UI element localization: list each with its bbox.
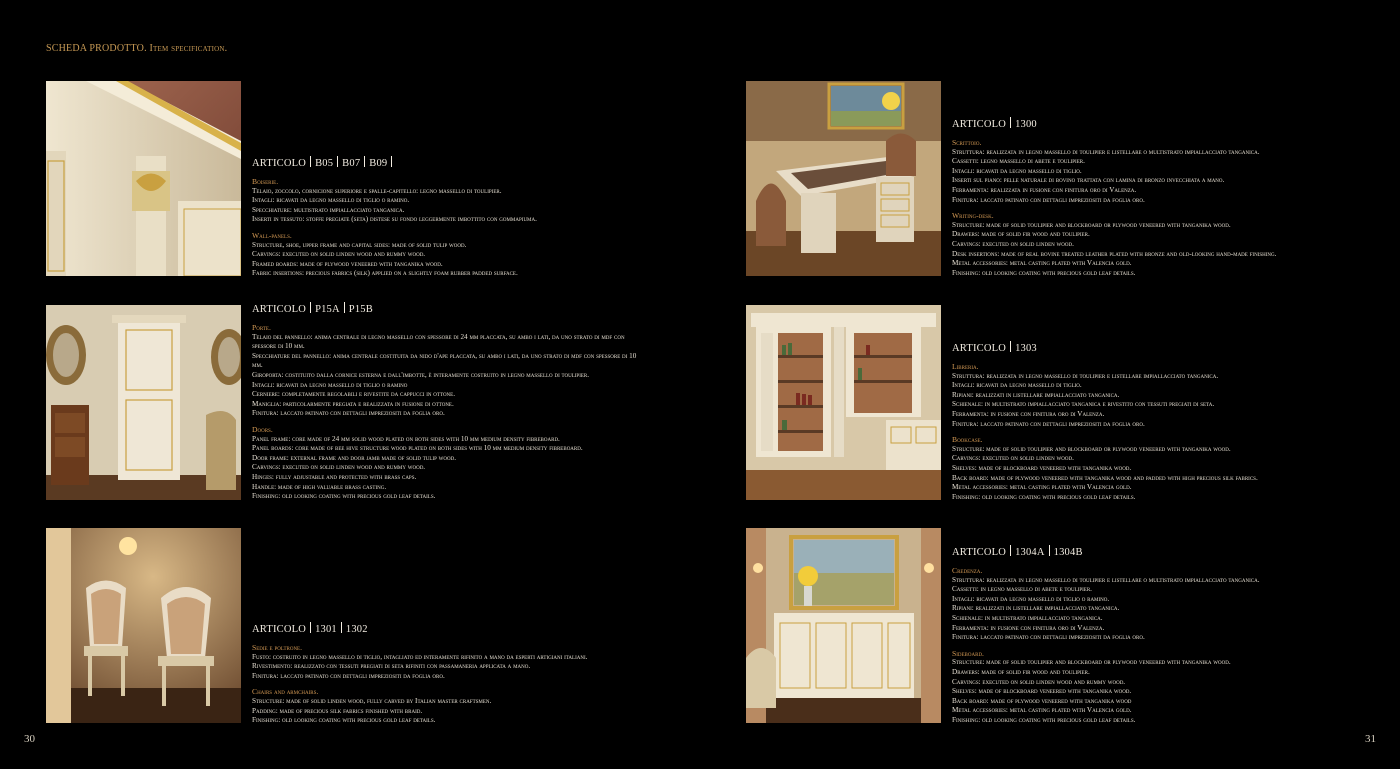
article-label: ARTICOLO — [952, 119, 1007, 130]
spec-line: Carvings: executed on solid linden wood and rummy wood. — [952, 677, 1126, 686]
page-header — [46, 43, 227, 54]
spec-line: Finitura: laccato patinato con dettagli impreziositi da foglia oro. — [952, 633, 1145, 642]
spec-line: Ferramenta: in fusione con finitura oro di Valenza. — [952, 409, 1105, 418]
article-label: ARTICOLO — [252, 624, 307, 635]
spec-line: Finishing: old looking coating with precious gold leaf details. — [252, 492, 436, 501]
sideboard-photo — [746, 528, 941, 723]
article-code: P15B — [348, 304, 373, 315]
spec-line: Ripiani: realizzati in listellare impiallacciato tanganica. — [952, 604, 1120, 613]
section-title: Bookcase. — [952, 435, 983, 445]
spec-line: Back board: made of plywood veneered with tanganika wood and padded with high precious silk fabrics. — [952, 473, 1258, 482]
spec-line: Ripiani: realizzati in listellare impiallacciato tanganica. — [952, 390, 1120, 399]
entry-text-3 — [252, 622, 672, 726]
article-code: B09 — [369, 158, 388, 169]
section-title: Credenza. — [952, 566, 983, 575]
spec-line: Specchiature: multistrato impiallacciato tanganica. — [252, 205, 405, 214]
spec-line: Schienale: in multistrato impiallacciato tanganica. — [952, 613, 1103, 622]
entry-text-1 — [252, 156, 682, 279]
spec-line: Intagli: ricavati da legno massello di tiglio o ramino — [252, 380, 408, 389]
spec-line: Carvings: executed on solid linden wood. — [952, 454, 1074, 463]
page-number-left: 30 — [24, 733, 35, 745]
spec-line: Panel frame: core made of 24 mm solid wood plated on both sides with 10 mm medium density fibreboard. — [252, 434, 560, 443]
article-code: B05 — [315, 158, 334, 169]
entry-text-6 — [952, 545, 1382, 726]
spec-line: Intagli: ricavati da legno massello di tiglio. — [952, 381, 1082, 390]
article-code: 1302 — [345, 624, 368, 635]
bookcase-photo — [746, 305, 941, 500]
section-title: Sedie e poltrone. — [252, 643, 303, 652]
spec-line: Maniglia: particolarmente pregiata e realizzata in fusione di ottone. — [252, 399, 454, 408]
spec-line: Giroporta: costituito dalla cornice esterna e dall'imbotte, è interamente costruito in legno massello di toulipier. — [252, 370, 590, 379]
spec-line: Structure, shoe, upper frame and capital sides: made of solid tulip wood. — [252, 240, 467, 249]
article-code: B07 — [342, 158, 361, 169]
spec-line: Drawers: made of solid fir wood and toulipier. — [952, 667, 1090, 676]
spec-line: Struttura: realizzata in legno massello di toulipier e listellare o multistrato impiallacciato tanganica. — [952, 147, 1260, 156]
spec-line: Finishing: old looking coating with precious gold leaf details. — [252, 716, 436, 725]
spec-line: Finitura: laccato patinato con dettagli impreziositi da foglia oro. — [252, 409, 445, 418]
spec-line: Fabric insertions: precious fabrics (silk) applied on a slightly foam rubber padded surface. — [252, 269, 518, 278]
door-photo — [46, 305, 241, 500]
article-label: ARTICOLO — [252, 158, 307, 169]
article-code: P15A — [315, 304, 340, 315]
spec-line: Framed boards: made of plywood veneered with tanganika wood. — [252, 259, 443, 268]
entry-text-2 — [252, 302, 672, 502]
spec-line: Cassetti: legno massello di abete e toulipier. — [952, 157, 1085, 166]
entry-text-4 — [952, 117, 1382, 278]
spec-line: Intagli: ricavati da legno massello di tiglio. — [952, 166, 1082, 175]
header-title: SCHEDA PRODOTTO. — [46, 43, 147, 54]
spec-line: Structure: made of solid toulipier and blockboard or plywood veneered with tanganika wood. — [952, 658, 1231, 667]
article-label: ARTICOLO — [952, 343, 1007, 354]
spec-line: Ferramenta: realizzata in fusione con finitura oro di Valenza. — [952, 185, 1137, 194]
article-code: 1301 — [315, 624, 337, 635]
section-title: Libreria. — [952, 362, 979, 371]
spec-line: Finitura: laccato patinato con dettagli impreziositi da foglia oro. — [952, 195, 1145, 204]
article-heading — [952, 545, 1382, 559]
article-heading — [952, 117, 1382, 131]
spec-line: Schienale: in multistrato impiallacciato tanganica e rivestito con tessuti pregiati di seta. — [952, 400, 1215, 409]
desk-photo — [746, 81, 941, 276]
article-heading — [252, 622, 672, 636]
spec-line: Metal accessories: metal casting plated with Valencia gold. — [952, 259, 1132, 268]
spec-line: Intagli: ricavati da legno massello di tiglio o ramino. — [252, 196, 410, 205]
article-heading — [252, 156, 682, 170]
spec-line: Door frame: external frame and door jamb made of solid tulip wood. — [252, 453, 457, 462]
article-code: 1304A — [1015, 547, 1045, 558]
spec-line: Padding: made of precious silk fabrics finished with braid. — [252, 706, 423, 715]
spec-line: Structure: made of solid toulipier and blockboard or plywood veneered with tanganika wood. — [952, 220, 1231, 229]
spec-line: Finishing: old looking coating with precious gold leaf details. — [952, 492, 1136, 501]
spec-line: Shelves: made of blockboard veneered with tanganika wood. — [952, 687, 1132, 696]
spec-line: Cassetti: in legno massello di abete e toulipier. — [952, 585, 1092, 594]
article-heading — [252, 302, 672, 316]
header-subtitle: Item specification. — [149, 43, 228, 54]
spec-line: Carvings: executed on solid linden wood and rummy wood. — [252, 463, 426, 472]
section-title: Chairs and armchairs. — [252, 687, 319, 697]
spec-line: Inserti sul piano: pelle naturale di bovino trattata con lamina di bronzo invecchiata a mano. — [952, 176, 1225, 185]
article-label: ARTICOLO — [252, 304, 307, 315]
spec-line: Desk insertions: made of real bovine treated leather plated with bronze and old-looking hand-made finishing. — [952, 249, 1277, 258]
spec-line: Cerniere: completamente regolabili e rivestite da cappucci in ottone. — [252, 390, 456, 399]
spec-line: Rivestimento: realizzato con tessuti pregiati di seta rifiniti con passamaneria applicata a mano. — [252, 662, 531, 671]
spec-line: Shelves: made of blockboard veneered with tanganika wood. — [952, 463, 1132, 472]
spec-line: Telaio del pannello: anima centrale di legno massello con spessore di 24 mm placcata, su ambo i lati, da uno strato di mdf con spessore di 10 mm. — [252, 332, 625, 351]
section-title: Doors. — [252, 424, 273, 434]
spec-line: Finishing: old looking coating with precious gold leaf details. — [952, 268, 1136, 277]
article-code: 1304B — [1053, 547, 1083, 558]
spec-line: Intagli: ricavati da legno massello di tiglio o ramino. — [952, 594, 1110, 603]
spec-line: Structure: made of solid toulipier and blockboard or plywood veneered with tanganika wood. — [952, 444, 1231, 453]
article-heading — [952, 341, 1382, 355]
section-title: Sideboard. — [952, 648, 984, 658]
spec-line: Structure: made of solid linden wood, fully carved by Italian master craftsmen. — [252, 696, 492, 705]
spec-line: Back board: made of plywood veneered with tanganika wood — [952, 696, 1132, 705]
spec-line: Inserti in tessuto: stoffe pregiate (seta) distese su fondo leggermente imbottito con gommapiuma. — [252, 215, 537, 224]
spec-line: Panel boards: core made of bee hive structure wood plated on both sides with 10 mm medium density fibreboard. — [252, 444, 583, 453]
spec-line: Specchiature del pannello: anima centrale costituita da nido d'ape placcata, su ambo i lati, da uno strato di mdf con spessore di 10 mm. — [252, 351, 637, 370]
spec-line: Struttura: realizzata in legno massello di toulipier e listellare impiallacciato tanganica. — [952, 371, 1219, 380]
spec-line: Finitura: laccato patinato con dettagli impreziositi da foglia oro. — [252, 671, 445, 680]
spec-line: Ferramenta: in fusione con finitura oro di Valenza. — [952, 623, 1105, 632]
spec-line: Struttura: realizzata in legno massello di toulipier e listellare o multistrato impiallacciato tanganica. — [952, 575, 1260, 584]
spec-line: Fusto: costruito in legno massello di tiglio, intagliato ed interamente rifinito a mano da esperti artigiani italiani. — [252, 652, 588, 661]
spec-line: Metal accessories: metal casting plated with Valencia gold. — [952, 706, 1132, 715]
article-label: ARTICOLO — [952, 547, 1007, 558]
spec-line: Handle: made of high valuable brass casting. — [252, 482, 387, 491]
spec-line: Carvings: executed on solid linden wood. — [952, 239, 1074, 248]
page-number-right: 31 — [1365, 733, 1376, 745]
section-title: Scrittoio. — [952, 138, 982, 147]
chairs-photo — [46, 528, 241, 723]
section-title: Boiserie. — [252, 177, 279, 186]
spec-line: Drawers: made of solid fir wood and toulipier. — [952, 230, 1090, 239]
spec-line: Metal accessories: metal casting plated with Valencia gold. — [952, 483, 1132, 492]
spec-line: Carvings: executed on solid linden wood and rummy wood. — [252, 250, 426, 259]
article-code: 1303 — [1015, 343, 1037, 354]
entry-text-5 — [952, 341, 1382, 502]
boiserie-photo — [46, 81, 241, 276]
section-title: Porte. — [252, 323, 271, 332]
spec-line: Finishing: old looking coating with precious gold leaf details. — [952, 715, 1136, 724]
spec-line: Finitura: laccato patinato con dettagli impreziositi da foglia oro. — [952, 419, 1145, 428]
section-title: Writing-desk. — [952, 211, 994, 221]
section-title: Wall-panels. — [252, 230, 292, 240]
article-code: 1300 — [1015, 119, 1037, 130]
spec-line: Telaio, zoccolo, cornicione superiore e spalle-capitello: legno massello di toulipier. — [252, 186, 502, 195]
spec-line: Hinges: fully adjustable and protected with brass caps. — [252, 472, 417, 481]
